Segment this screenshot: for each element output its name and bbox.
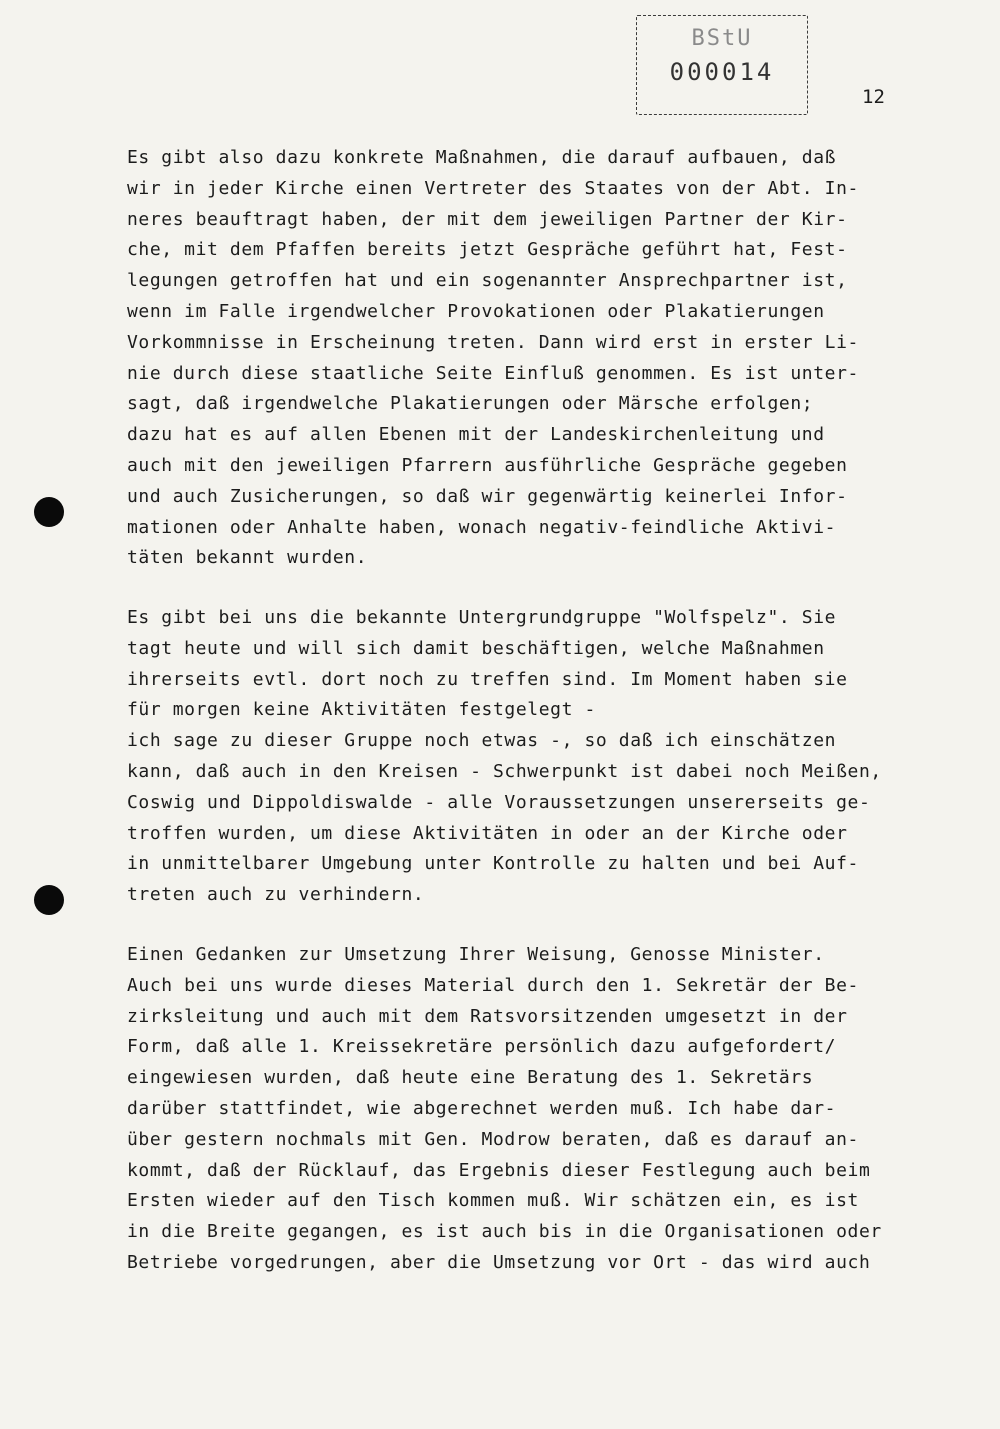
text-line: und auch Zusicherungen, so daß wir gegenwärtig keinerlei Infor- — [127, 485, 848, 507]
text-line: treten auch zu verhindern. — [127, 884, 425, 906]
text-line: Es gibt also dazu konkrete Maßnahmen, die darauf aufbauen, daß — [127, 147, 837, 168]
paragraph-1 — [127, 143, 927, 574]
paragraph-3 — [127, 940, 927, 1279]
text-line: nie durch diese staatliche Seite Einfluß genommen. Es ist unter- — [127, 362, 859, 384]
text-line: Einen Gedanken zur Umsetzung Ihrer Weisung, Genosse Minister. — [127, 944, 825, 965]
text-line: ihrerseits evtl. dort noch zu treffen sind. Im Moment haben sie — [127, 668, 848, 690]
text-line: sagt, daß irgendwelche Plakatierungen oder Märsche erfolgen; — [127, 393, 814, 415]
text-line: wir in jeder Kirche einen Vertreter des Staates von der Abt. In- — [127, 177, 859, 199]
text-line: eingewiesen wurden, daß heute eine Beratung des 1. Sekretärs — [127, 1067, 814, 1089]
text-line: legungen getroffen hat und ein sogenannter Ansprechpartner ist, — [127, 270, 848, 292]
text-line: che, mit dem Pfaffen bereits jetzt Gespräche geführt hat, Fest- — [127, 239, 848, 261]
archive-stamp — [636, 15, 808, 115]
text-line: Betriebe vorgedrungen, aber die Umsetzung vor Ort - das wird auch — [127, 1251, 871, 1273]
text-line: in die Breite gegangen, es ist auch bis in die Organisationen oder — [127, 1221, 882, 1243]
text-line: neres beauftragt haben, der mit dem jeweiligen Partner der Kir- — [127, 208, 848, 230]
text-line: tagt heute und will sich damit beschäftigen, welche Maßnahmen — [127, 637, 825, 659]
text-line: für morgen keine Aktivitäten festgelegt - — [127, 699, 596, 721]
text-line: kommt, daß der Rücklauf, das Ergebnis dieser Festlegung auch beim — [127, 1159, 871, 1181]
text-line: in unmittelbarer Umgebung unter Kontrolle zu halten und bei Auf- — [127, 853, 859, 875]
text-line: mationen oder Anhalte haben, wonach negativ-feindliche Aktivi- — [127, 516, 837, 538]
punch-hole — [34, 497, 64, 527]
text-line: über gestern nochmals mit Gen. Modrow beraten, daß es darauf an- — [127, 1128, 859, 1150]
text-line: auch mit den jeweiligen Pfarrern ausführliche Gespräche gegeben — [127, 454, 848, 476]
text-line: wenn im Falle irgendwelcher Provokationen oder Plakatierungen — [127, 300, 825, 322]
text-line: Coswig und Dippoldiswalde - alle Voraussetzungen unsererseits ge- — [127, 791, 871, 813]
text-line: dazu hat es auf allen Ebenen mit der Landeskirchenleitung und — [127, 424, 825, 446]
text-line: darüber stattfindet, wie abgerechnet werden muß. Ich habe dar- — [127, 1097, 837, 1119]
text-line: kann, daß auch in den Kreisen - Schwerpunkt ist dabei noch Meißen, — [127, 760, 882, 782]
text-line: Auch bei uns wurde dieses Material durch den 1. Sekretär der Be- — [127, 974, 859, 996]
stamp-title: BStU — [691, 26, 753, 51]
text-line: Ersten wieder auf den Tisch kommen muß. Wir schätzen ein, es ist — [127, 1190, 859, 1212]
text-line: Vorkommnisse in Erscheinung treten. Dann wird erst in erster Li- — [127, 331, 859, 353]
stamp-number: 000014 — [669, 58, 775, 86]
text-line: Form, daß alle 1. Kreissekretäre persönlich dazu aufgefordert/ — [127, 1036, 837, 1058]
text-line: troffen wurden, um diese Aktivitäten in oder an der Kirche oder — [127, 822, 848, 844]
text-line: Es gibt bei uns die bekannte Untergrundgruppe "Wolfspelz". Sie — [127, 607, 837, 628]
text-line: täten bekannt wurden. — [127, 547, 368, 569]
text-line: ich sage zu dieser Gruppe noch etwas -, so daß ich einschätzen — [127, 730, 837, 752]
text-line: zirksleitung und auch mit dem Ratsvorsitzenden umgesetzt in der — [127, 1005, 848, 1027]
page-number: 12 — [862, 86, 885, 108]
paragraph-2 — [127, 603, 927, 911]
punch-hole — [34, 885, 64, 915]
